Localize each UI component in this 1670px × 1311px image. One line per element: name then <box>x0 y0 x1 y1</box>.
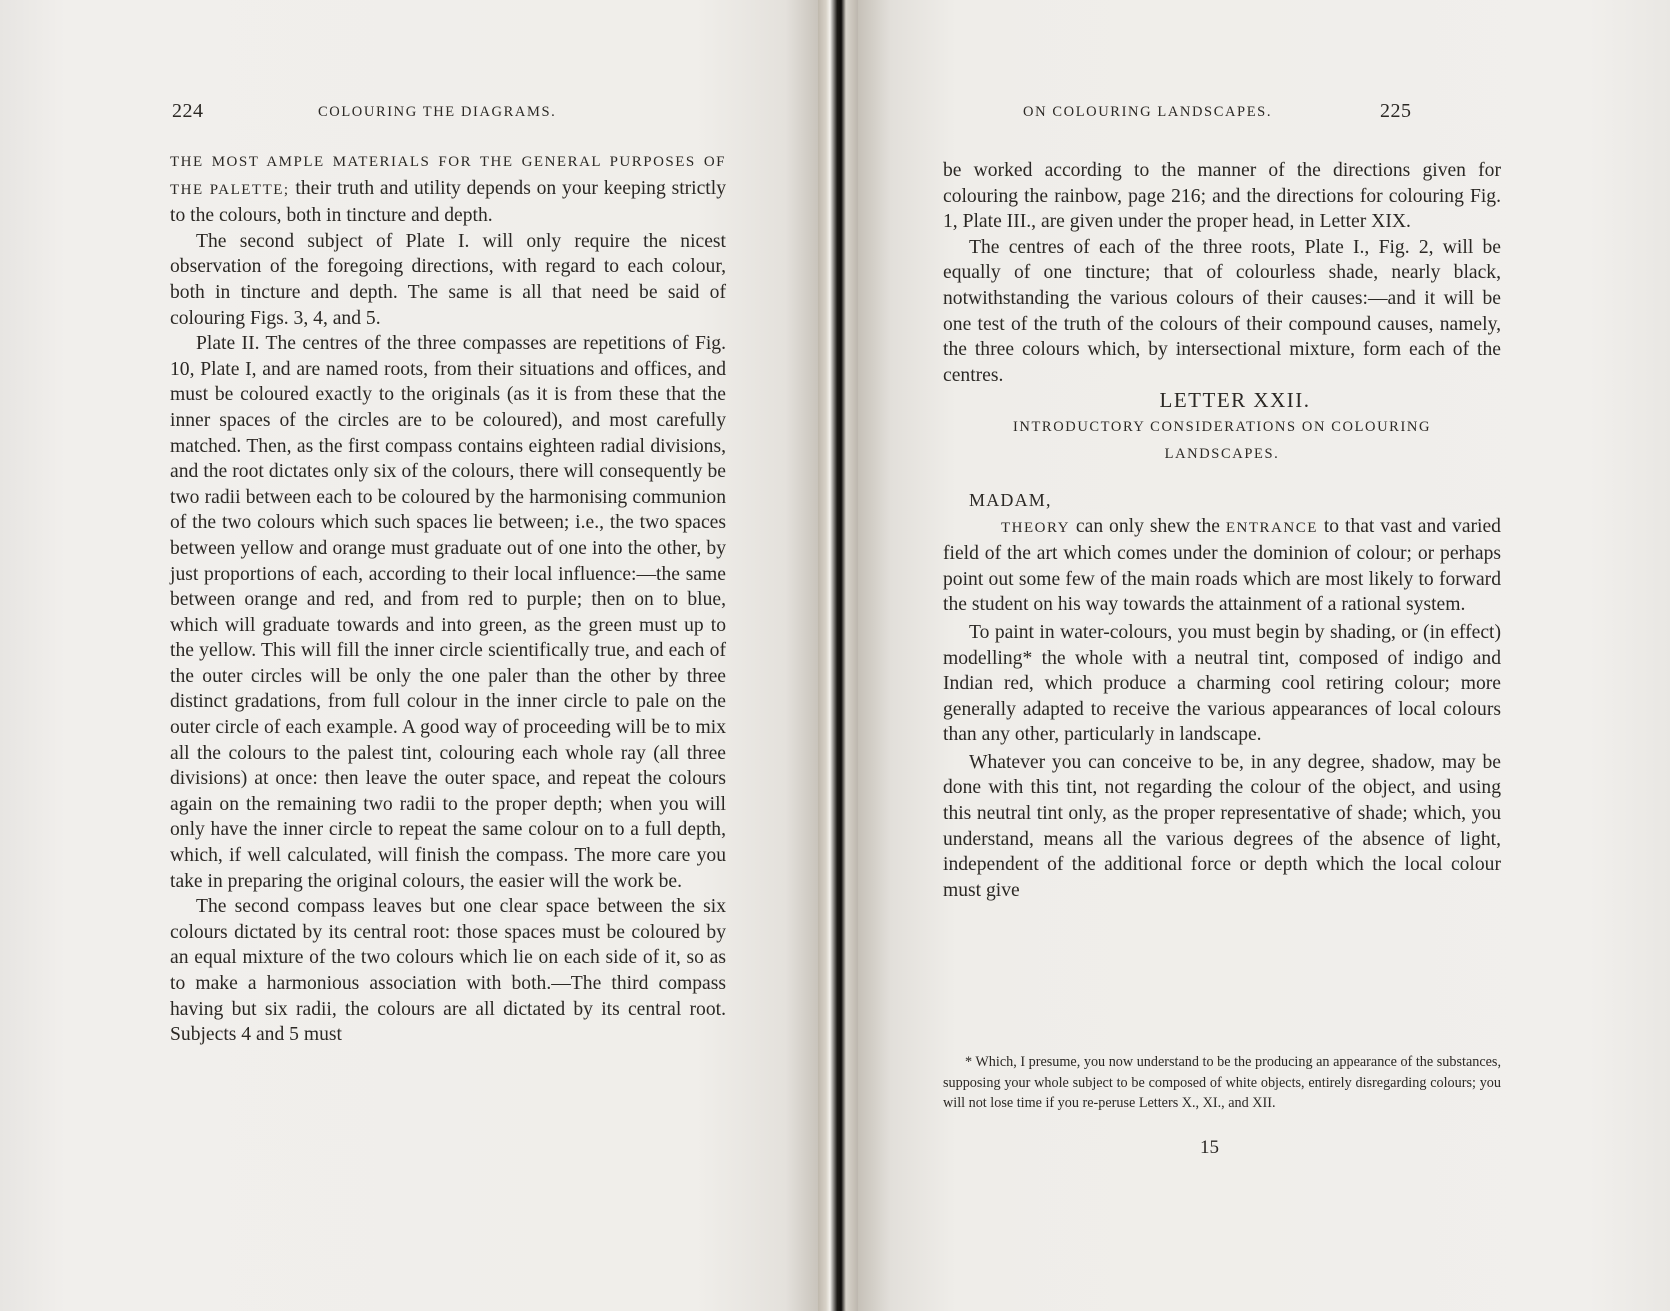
right-paragraph-5: Whatever you can conceive to be, in any degree, shadow, may be done with this tint, not regarding the colour of the object, and using this neutral tint only, as the proper representative of shade; which, you understand, means all the various degrees of the absence of light, independent of the additional force or depth which the local colour must give <box>943 751 1501 901</box>
letter-subtitle: INTRODUCTORY CONSIDERATIONS ON COLOURING LANDSCAPES. <box>1012 418 1432 462</box>
left-folio: 224 <box>172 100 204 122</box>
left-paragraph-4: The second compass leaves but one clear space between the six colours dictated by its central root: those spaces must be coloured by an equal mixture of the two colours which lie on each side of it, so as to make a harmonious association with both.—The third compass having but six radii, the colours are all dictated by its central root. Subjects 4 and 5 must <box>170 896 726 1046</box>
theory-smallcaps: THEORY <box>1001 519 1070 536</box>
left-paragraph-2: The second subject of Plate I. will only require the nicest observation of the foregoing directions, with regard to each colour, both in tincture and depth. The same is all that need be said of colouring Figs. 3, 4, and 5. <box>170 230 726 329</box>
right-p3-mid: can only shew the <box>1070 515 1226 537</box>
right-paragraph-4: To paint in water-colours, you must begin by shading, or (in effect) modelling* the whole with a neutral tint, composed of indigo and Indian red, which produce a charming cool retiring colour; more generally adapted to receive the various appearances of local colours than any other, particularly in landscape. <box>943 621 1501 746</box>
right-folio: 225 <box>1380 100 1412 122</box>
signature-mark: 15 <box>1200 1137 1219 1158</box>
right-page <box>858 0 1670 1311</box>
left-p1-smallcaps: THE MOST AMPLE MATERIALS FOR THE GENERAL PURPOSES OF THE PALETTE; <box>170 154 726 198</box>
letter-title: LETTER XXII. <box>1159 388 1311 413</box>
footnote-text: * Which, I presume, you now understand to be the producing an appearance of the substances, supposing your whole subject to be composed of white objects, entirely disregarding colours; you will not lose time if you re-peruse Letters X., XI., and XII. <box>943 1054 1501 1111</box>
right-p3-rest: to that vast and varied field of the art which comes under the dominion of colour; or perhaps point out some few of the main roads which are most likely to forward the student on his way towards the attainment of a rational system. <box>943 515 1501 616</box>
left-p1-rest: their truth and utility depends on your keeping strictly to the colours, both in tincture and depth. <box>170 177 726 227</box>
right-paragraph-1: be worked according to the manner of the directions given for colouring the rainbow, page 216; and the directions for colouring Fig. 1, Plate III., are given under the proper head, in Letter XIX. <box>943 160 1501 233</box>
book-gutter <box>818 0 858 1311</box>
footnote <box>943 1052 1501 1114</box>
right-paragraph-2: The centres of each of the three roots, Plate I., Fig. 2, will be equally of one tincture; that of colourless shade, nearly black, notwithstanding the various colours of their causes:—and it will be one test of the truth of the colours of their compound causes, namely, the three colours which, by intersectional mixture, form each of the centres. <box>943 236 1501 386</box>
salutation: MADAM, <box>969 489 1052 510</box>
left-running-title: COLOURING THE DIAGRAMS. <box>318 104 557 120</box>
right-paragraph-3 <box>943 514 1501 618</box>
right-body-text <box>943 158 1501 903</box>
left-page <box>0 0 818 1311</box>
left-paragraph-3: Plate II. The centres of the three compasses are repetitions of Fig. 10, Plate I, and are named roots, from their situations and offices, and must be coloured exactly to the originals (as it is from these that the inner spaces of the circles are to be coloured), and most carefully matched. Then, as the first compass contains eighteen radial divisions, and the root dictates only six of the colours, there will consequently be two radii between each to be coloured by the harmonising communion of the two colours which such spaces lie between; i.e., the two spaces between yellow and orange must graduate out of one into the other, by just proportions of each, according to their local influence:—the same between orange and red, and from red to purple; then on to blue, which will graduate towards and into green, as the green must up to the yellow. This will fill the inner circle scientifically true, and each of the outer circles will be only the one paler than the other by three distinct gradations, from full colour in the inner circle to pale on the outer circle of each example. A good way of proceeding will be to mix all the colours to the palest tint, colouring each whole ray (all three divisions) at once: then leave the outer space, and repeat the colours again on the remaining two radii to the proper depth; when you will only have the inner circle to repeat the same colour on to a full depth, which, if well calculated, will finish the compass. The more care you take in preparing the original colours, the easier will the work be. <box>170 333 726 892</box>
right-running-title: ON COLOURING LANDSCAPES. <box>1023 104 1273 120</box>
left-paragraph-1 <box>170 148 726 229</box>
left-body-text <box>170 148 726 1048</box>
entrance-smallcaps: ENTRANCE <box>1225 519 1318 536</box>
